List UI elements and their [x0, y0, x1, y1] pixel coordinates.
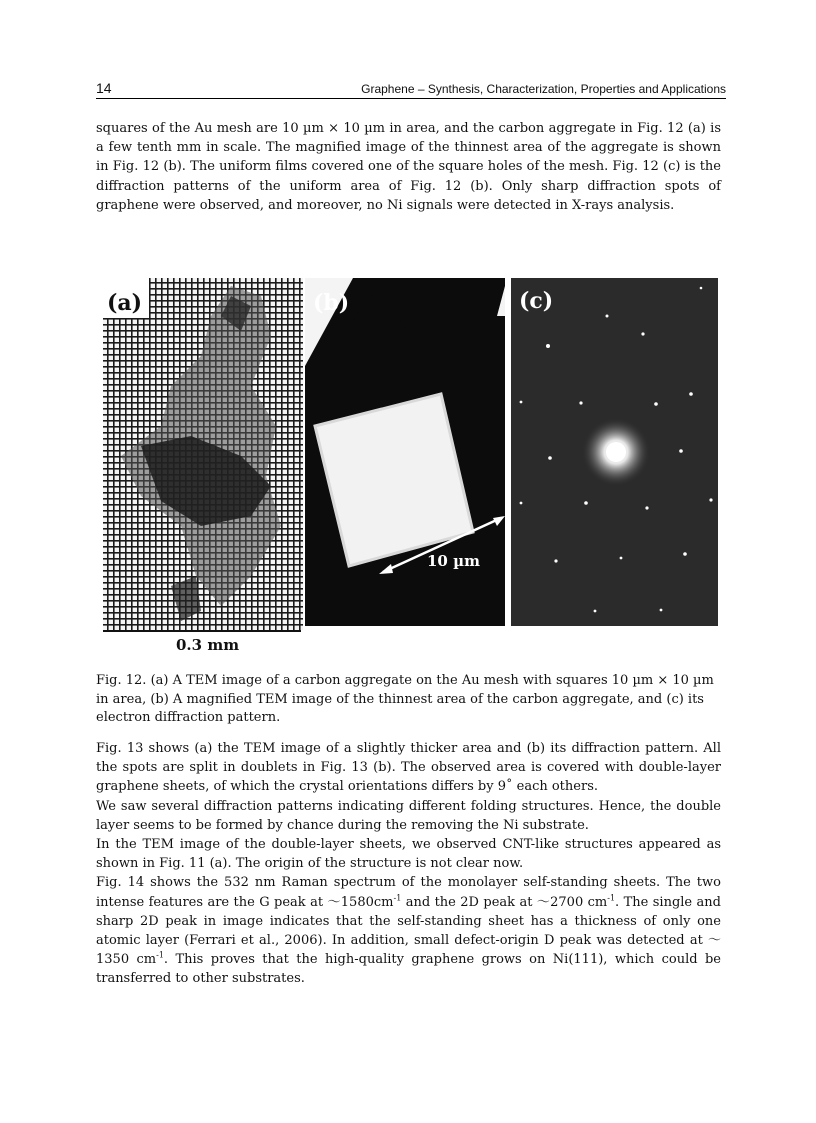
figure-12: [101, 276, 718, 656]
figure-caption: Fig. 12. (a) A TEM image of a carbon aggregate on the Au mesh with squares 10 µm × 10 µm in area, (b) A magnified TEM image of the thinnest area of the carbon aggregate, and (c) its electron diffraction pattern.: [96, 673, 714, 725]
paragraph-folding: We saw several diffraction patterns indicating different folding structures. Hence, the double layer seems to be formed by chance during the removing the Ni substrate.: [96, 798, 721, 833]
panel-b-label: (b): [313, 290, 350, 316]
page-header: [96, 80, 726, 99]
running-title: Graphene – Synthesis, Characterization, Properties and Applications: [361, 82, 726, 96]
intro-paragraph: squares of the Au mesh are 10 µm × 10 µm in area, and the carbon aggregate in Fig. 12 (a) is a few tenth mm in scale. The magnified image of the thinnest area of the aggregate is shown in Fig. 12 (b). The uniform films covered one of the square holes of the mesh. Fig. 12 (c) is the diffraction patterns of the uniform area of Fig. 12 (b). Only sharp diffraction spots of graphene were observed, and moreover, no Ni signals were detected in X-rays analysis.: [96, 121, 721, 213]
paragraph-raman: Fig. 14 shows the 532 nm Raman spectrum of the monolayer self-standing sheets. The two intense features are the G peak at $\sim 1580cm^{-1}$ and the 2D peak at ～2700 $cm^{-1}$. The single and sharp 2D peak in image indicates that the self-standing sheet has a thickness of only one atomic layer (Ferrari et al., 2006). In addition, small defect-origin D peak was detected at ～1350 $cm^{-1}$. This proves that the high-quality graphene grows on Ni(111), which could be transferred to other substrates.: [96, 875, 721, 987]
body-text: [96, 739, 721, 989]
panel-b-tem-image: [305, 278, 505, 626]
panel-a-scale-label: 0.3 mm: [176, 636, 240, 654]
panel-a-tem-image: [103, 278, 303, 630]
panel-b-scale-label: 10 µm: [427, 552, 480, 570]
panel-c-label: (c): [519, 288, 554, 314]
panel-a-label: (a): [107, 290, 143, 316]
page-number: 14: [96, 80, 112, 96]
panel-c-diffraction-pattern: [511, 278, 718, 626]
paragraph-cnt: In the TEM image of the double-layer sheets, we observed CNT-like structures appeared as shown in Fig. 11 (a). The origin of the structure is not clear now.: [96, 837, 721, 872]
paragraph-fig13: Fig. 13 shows (a) the TEM image of a slightly thicker area and (b) its diffraction pattern. All the spots are split in doublets in Fig. 13 (b). The observed area is covered with double-layer graphene sheets, of which the crystal orientations differs by 9˚ each others.: [96, 741, 721, 795]
